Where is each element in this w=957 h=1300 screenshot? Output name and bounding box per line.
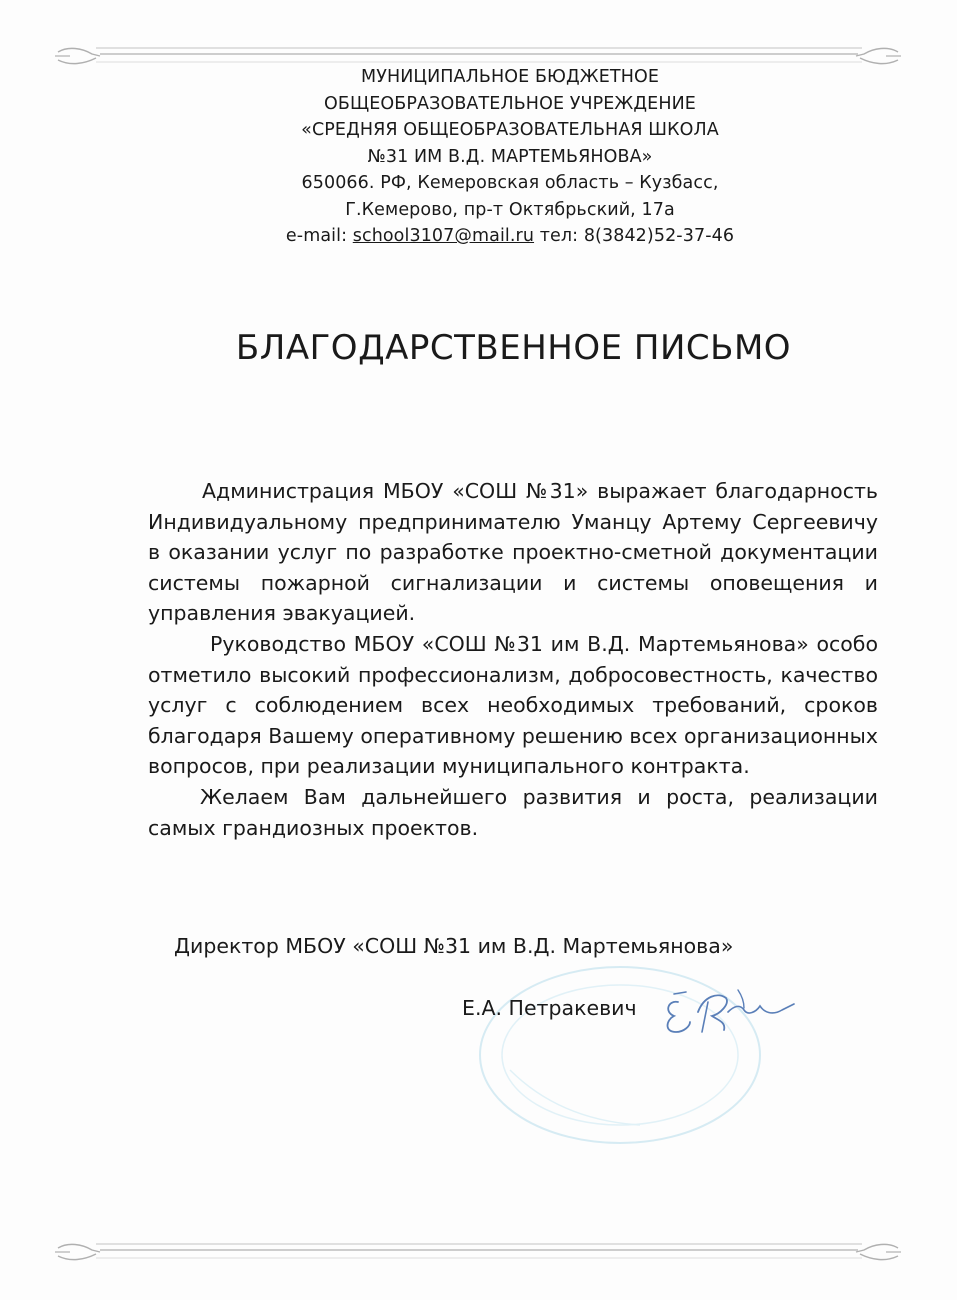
header-address-1: 650066. РФ, Кемеровская область – Кузбасс, [301,173,719,193]
body-paragraph-1: Администрация МБОУ «СОШ №31» выражает благодарность Индивидуальному предпринимателю Уманцу Артему Сергеевичу в оказании услуг по разработке проектно-сметной документации системы пожарной сигнализации и системы оповещения и управления эвакуацией. [148,479,878,626]
header-line-2: ОБЩЕОБРАЗОВАТЕЛЬНОЕ УЧРЕЖДЕНИЕ [324,93,696,114]
body-paragraph-2: Руководство МБОУ «СОШ №31 им В.Д. Мартемьянова» особо отметило высокий профессионализм, добросовестность, качество услуг с соблюдением всех необходимых требований, сроков благодаря Вашему оперативному решению всех организационных вопросов, при реализации муниципального контракта. [148,631,878,779]
letter-body [148,476,878,843]
body-paragraph-3: Желаем Вам дальнейшего развития и роста, реализации самых грандиозных проектов. [148,784,878,840]
email-label: e-mail: [285,226,353,246]
header-contacts [200,223,820,250]
phone-text: тел: 8(3842)52-37-46 [534,226,735,246]
document-title: БЛАГОДАРСТВЕННОЕ ПИСЬМО [235,328,792,368]
school-header [200,64,820,250]
signer-name: Е.А. Петракевич [462,996,637,1020]
header-address-2: Г.Кемерово, пр-т Октябрьский, 17а [345,199,675,220]
email-link[interactable]: school3107@mail.ru [352,226,535,246]
header-line-1: МУНИЦИПАЛЬНОЕ БЮДЖЕТНОЕ [361,67,659,87]
header-line-4: №31 ИМ В.Д. МАРТЕМЬЯНОВА» [367,146,653,167]
bottom-decorative-border [0,1234,957,1274]
director-signature [660,982,800,1042]
header-line-3: «СРЕДНЯЯ ОБЩЕОБРАЗОВАТЕЛЬНАЯ ШКОЛА [301,120,719,140]
director-position: Директор МБОУ «СОШ №31 им В.Д. Мартемьянова» [174,934,734,958]
